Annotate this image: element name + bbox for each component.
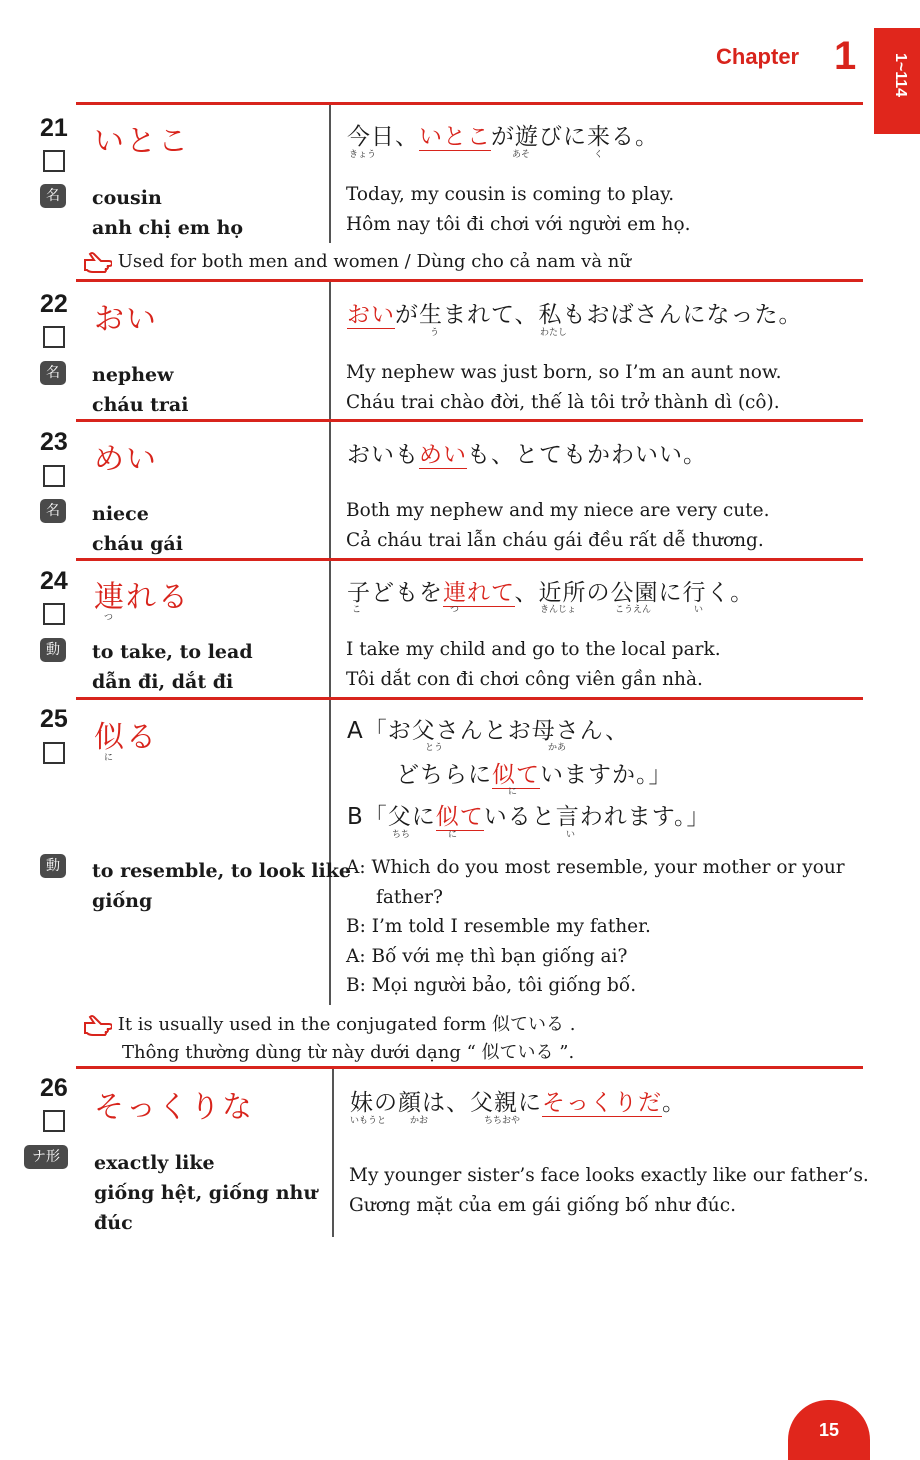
furigana: う [430, 328, 440, 338]
entry-number: 22 [40, 290, 68, 318]
headword-furigana: つ [104, 613, 114, 623]
jp-highlight: 連れて [443, 580, 515, 606]
translation-vi: Cháu trai chào đời, thế là tôi trở thành dì (cô). [346, 391, 780, 413]
headword-furigana: に [104, 753, 114, 763]
headword: いとこ [94, 124, 190, 159]
translation-vi: Hôm nay tôi đi chơi với người em họ. [346, 213, 691, 235]
divider [76, 697, 863, 700]
dialog-line-a2 [396, 756, 673, 789]
pos-badge: ナ形 [24, 1145, 68, 1169]
translation-line: B: Mọi người bảo, tôi giống bố. [346, 975, 637, 996]
headword: めい [94, 442, 158, 477]
headword: 連れる [94, 580, 190, 615]
jp-text: いると言われます。」 [483, 804, 711, 830]
note-text: Used for both men and women / Dùng cho cả nam và nữ [117, 251, 631, 272]
furigana: い [694, 605, 704, 615]
study-checkbox[interactable] [43, 326, 65, 348]
gloss [92, 360, 188, 420]
divider [76, 419, 863, 422]
study-checkbox[interactable] [43, 603, 65, 625]
chapter-number: 1 [834, 34, 857, 78]
translation-en: Today, my cousin is coming to play. [346, 184, 675, 205]
example-jp [347, 296, 803, 329]
furigana: に [508, 787, 518, 797]
furigana: こうえん [615, 605, 652, 615]
furigana: く [594, 150, 604, 160]
furigana: に [448, 830, 458, 840]
example-jp [347, 118, 659, 151]
jp-text: 今日、 [347, 124, 419, 150]
furigana: い [566, 830, 576, 840]
divider [76, 558, 863, 561]
entry-number: 24 [40, 567, 68, 595]
chapter-word: Chapter [716, 44, 800, 69]
jp-text: おいも [347, 442, 419, 468]
gloss-en: to resemble, to look like [92, 860, 351, 882]
jp-text: 子どもを [347, 580, 443, 606]
gloss [94, 1148, 317, 1238]
entry-number: 21 [40, 114, 68, 142]
entry-number: 23 [40, 428, 68, 456]
study-checkbox[interactable] [43, 465, 65, 487]
range-label: 1~114 [892, 52, 910, 98]
gloss-vi: anh chị em họ [92, 217, 244, 239]
translation-line: A: Bố với mẹ thì bạn giống ai? [346, 945, 628, 967]
furigana: きんじょ [540, 605, 577, 615]
divider [76, 279, 863, 282]
jp-text: が遊びに来る。 [491, 124, 659, 150]
gloss-vi: đúc [94, 1212, 133, 1234]
study-checkbox[interactable] [43, 742, 65, 764]
translation-line: father? [376, 886, 443, 908]
jp-highlight: そっくりだ [542, 1090, 662, 1116]
example-jp [347, 436, 707, 469]
note-text-en: It is usually used in the conjugated form 似ている . [117, 1014, 576, 1035]
furigana: わたし [540, 328, 568, 338]
pos-badge: 動 [40, 638, 66, 662]
translation-vi: Tôi dắt con đi chơi công viên gần nhà. [346, 668, 703, 690]
furigana: ちち [392, 830, 411, 840]
furigana: こ [352, 605, 362, 615]
jp-highlight: 似て [435, 804, 484, 830]
pos-badge: 名 [40, 361, 66, 385]
entry-number: 25 [40, 705, 68, 733]
study-checkbox[interactable] [43, 1110, 65, 1132]
furigana: つ [450, 605, 460, 615]
page-number-tab [788, 1400, 870, 1460]
translation [346, 853, 845, 1001]
jp-text: いますか。」 [540, 762, 673, 788]
headword: 似る [94, 720, 158, 755]
translation-en: Both my nephew and my niece are very cute. [346, 500, 770, 521]
usage-note [82, 1011, 575, 1067]
gloss [92, 637, 253, 697]
translation [346, 635, 721, 694]
dialog-line-a1: A「お父さんとお母さん、 [347, 718, 630, 744]
translation-en: My nephew was just born, so I’m an aunt now. [346, 362, 782, 383]
furigana: ちちおや [484, 1116, 521, 1126]
pos-badge: 動 [40, 854, 66, 878]
column-divider [329, 282, 331, 419]
gloss-vi: giống hệt, giống như [94, 1182, 318, 1204]
divider [76, 102, 863, 105]
translation-line: A: Which do you most resemble, your mother or your [346, 857, 845, 878]
gloss-vi: dẫn đi, dắt đi [92, 671, 234, 693]
furigana: かお [410, 1116, 429, 1126]
jp-text: どちらに [396, 762, 492, 788]
chapter-heading [716, 34, 857, 78]
pos-badge: 名 [40, 184, 66, 208]
furigana: とう [425, 743, 444, 753]
jp-highlight: 似て [492, 762, 540, 788]
jp-text: B「父に [347, 804, 436, 830]
usage-note [82, 248, 631, 276]
gloss [92, 499, 183, 559]
jp-text: も、とてもかわいい。 [467, 442, 707, 468]
jp-text: 。 [662, 1090, 686, 1116]
column-divider [329, 561, 331, 697]
translation-line: B: I’m told I resemble my father. [346, 916, 651, 937]
column-divider [329, 105, 331, 243]
gloss-en: cousin [92, 187, 162, 209]
gloss-en: exactly like [94, 1152, 215, 1174]
gloss-vi: giống [92, 890, 153, 912]
jp-text: 妹の顔は、父親に [350, 1090, 542, 1116]
headword: おい [94, 302, 158, 337]
jp-text: が生まれて、私もおばさんになった。 [395, 302, 803, 328]
gloss-vi: cháu trai [92, 394, 189, 416]
gloss [92, 856, 351, 916]
column-divider [329, 700, 331, 1005]
furigana: かあ [548, 743, 567, 753]
page-number: 15 [818, 1420, 840, 1440]
note-text-vi: Thông thường dùng từ này dưới dạng “ 似ている ”. [122, 1042, 575, 1063]
jp-highlight: めい [419, 442, 467, 468]
gloss-en: nephew [92, 364, 174, 386]
gloss-en: to take, to lead [92, 641, 253, 663]
translation-en: I take my child and go to the local park. [346, 639, 721, 660]
translation [346, 496, 769, 555]
gloss-en: niece [92, 503, 149, 525]
furigana: きょう [349, 150, 377, 160]
translation [346, 180, 691, 239]
jp-highlight: いとこ [419, 124, 491, 150]
jp-highlight: おい [347, 302, 395, 328]
translation [349, 1161, 869, 1220]
pos-badge: 名 [40, 499, 66, 523]
furigana: あそ [512, 150, 531, 160]
entry-number: 26 [40, 1074, 68, 1102]
gloss-vi: cháu gái [92, 533, 183, 555]
gloss [92, 183, 243, 243]
range-tab [874, 28, 920, 134]
translation-en: My younger sister’s face looks exactly like our father’s. [349, 1165, 869, 1186]
translation [346, 358, 781, 417]
translation-vi: Gương mặt của em gái giống bố như đúc. [349, 1194, 736, 1216]
pointing-hand-icon [82, 1013, 112, 1037]
headword: そっくりな [94, 1090, 254, 1125]
jp-text: 、近所の公園に行く。 [514, 580, 755, 606]
column-divider [332, 1069, 334, 1237]
translation-vi: Cả cháu trai lẫn cháu gái đều rất dễ thương. [346, 529, 764, 551]
column-divider [329, 422, 331, 558]
pointing-hand-icon [82, 250, 112, 274]
study-checkbox[interactable] [43, 150, 65, 172]
furigana: いもうと [350, 1116, 387, 1126]
